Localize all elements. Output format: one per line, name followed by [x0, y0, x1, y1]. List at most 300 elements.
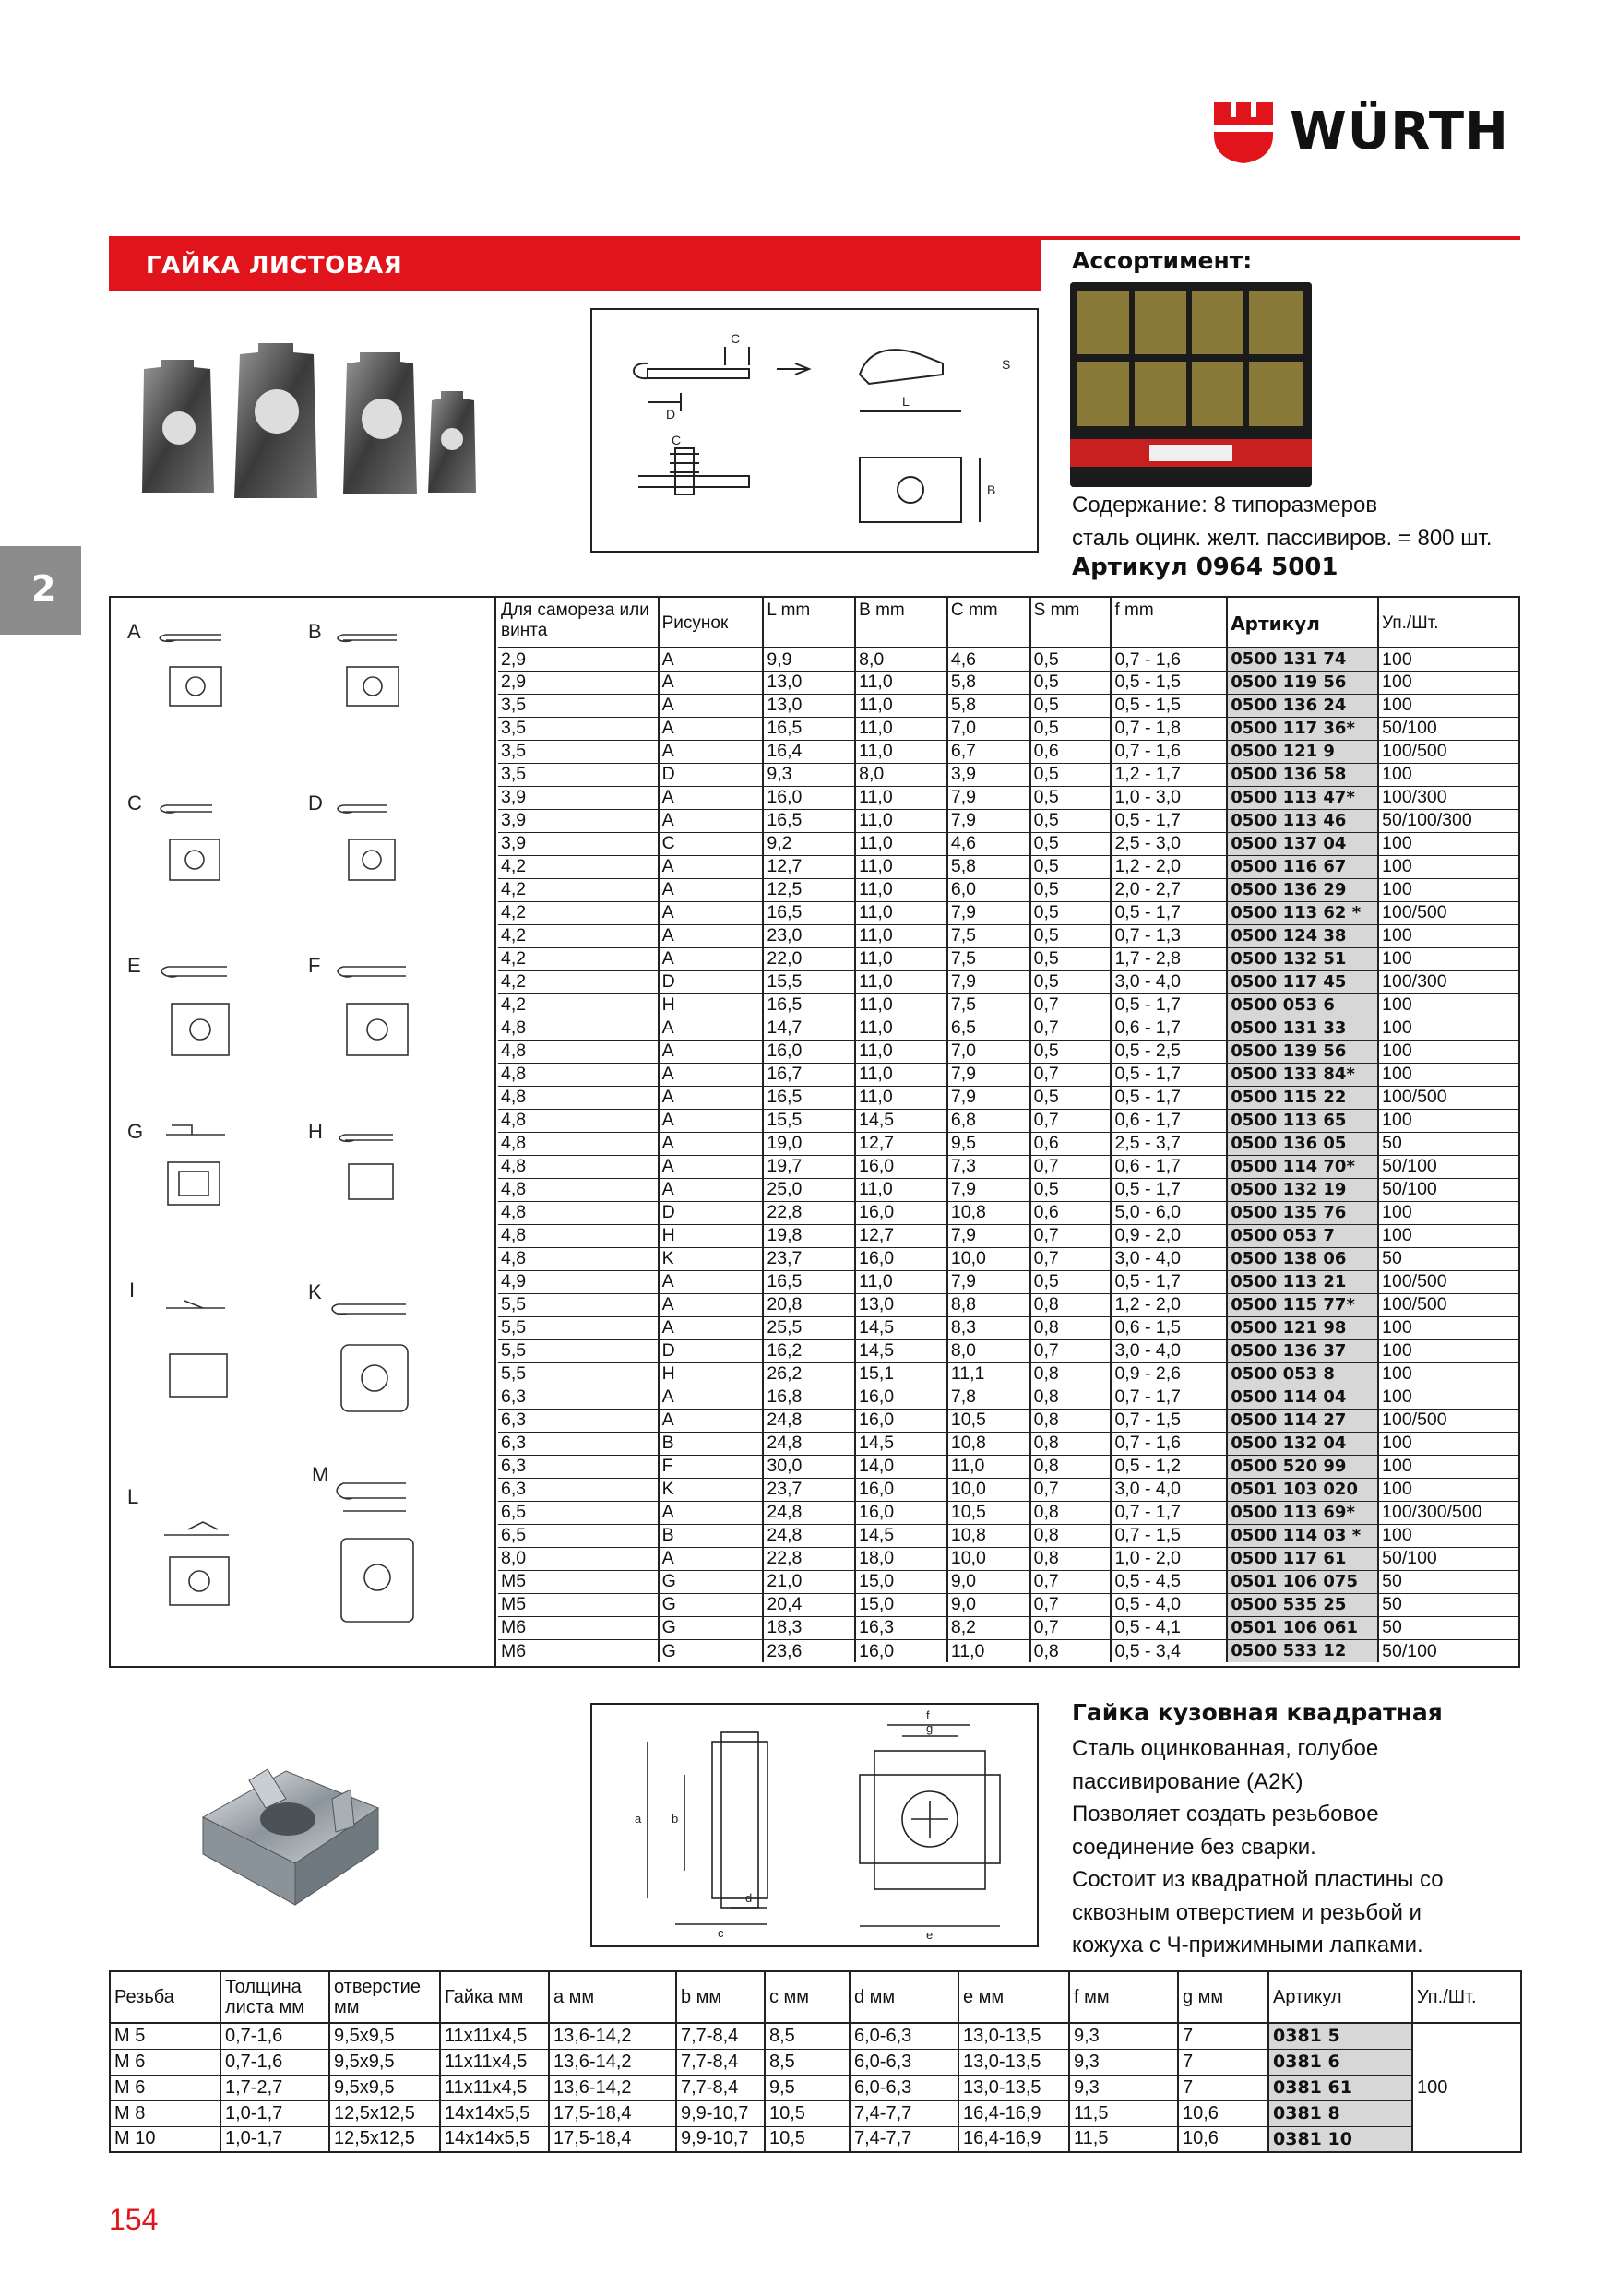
sheet-nut-photo	[138, 336, 558, 553]
cell-b: 11,0	[855, 671, 947, 694]
cell-figure: A	[659, 1501, 764, 1524]
cell-c: 7,9	[947, 1086, 1030, 1109]
cell-l: 16,0	[763, 786, 855, 809]
cell-article: 0500 113 46	[1227, 809, 1378, 832]
table-row	[498, 648, 1518, 671]
table-row	[110, 2126, 1521, 2152]
cell-pack: 100	[1412, 2023, 1521, 2152]
cell-l: 13,0	[763, 694, 855, 717]
diagram-label-c: c	[718, 1926, 724, 1940]
cell-figure: D	[659, 763, 764, 786]
cell-pack: 50	[1378, 1247, 1518, 1270]
table-cell: 13,6-14,2	[549, 2049, 676, 2075]
cell-article: 0500 053 6	[1227, 993, 1378, 1017]
cell-b: 11,0	[855, 855, 947, 878]
cell-l: 30,0	[763, 1455, 855, 1478]
cell-article: 0500 136 05	[1227, 1132, 1378, 1155]
cell-screw: 4,8	[498, 1178, 659, 1201]
cell-l: 16,4	[763, 740, 855, 763]
cell-figure: K	[659, 1478, 764, 1501]
cell-c: 7,9	[947, 970, 1030, 993]
cell-article: 0500 114 04	[1227, 1386, 1378, 1409]
cell-pack: 50/100	[1378, 1178, 1518, 1201]
diagram-label-g: g	[926, 1721, 934, 1735]
cell-f: 3,0 - 4,0	[1111, 1478, 1227, 1501]
cell-f: 0,6 - 1,7	[1111, 1155, 1227, 1178]
cell-b: 11,0	[855, 832, 947, 855]
cell-c: 7,0	[947, 717, 1030, 740]
cell-pack: 50/100	[1378, 717, 1518, 740]
cell-pack: 100/500	[1378, 901, 1518, 924]
cell-b: 11,0	[855, 924, 947, 947]
cell-l: 9,3	[763, 763, 855, 786]
table-cell: 10,6	[1178, 2100, 1268, 2126]
cell-c: 11,0	[947, 1455, 1030, 1478]
diagram-label-f: f	[926, 1708, 930, 1722]
cell-c: 10,8	[947, 1432, 1030, 1455]
description-line: сквозным отверстием и резьбой и	[1072, 1899, 1422, 1925]
table-cell: 7,7-8,4	[676, 2049, 765, 2075]
cell-pack: 100/500	[1378, 1270, 1518, 1293]
cell-c: 9,0	[947, 1570, 1030, 1593]
cell-l: 26,2	[763, 1362, 855, 1386]
wurth-logo	[1210, 98, 1524, 166]
cell-pack: 100	[1378, 648, 1518, 671]
cell-l: 15,5	[763, 1109, 855, 1132]
cell-figure: G	[659, 1616, 764, 1639]
table-cell: 1,0-1,7	[220, 2126, 329, 2152]
cell-c: 6,8	[947, 1109, 1030, 1132]
table-cell: 7,7-8,4	[676, 2023, 765, 2049]
table-cell: 9,3	[1069, 2049, 1178, 2075]
cell-article: 0500 136 24	[1227, 694, 1378, 717]
table-cell: 7,4-7,7	[850, 2126, 958, 2152]
table-cell: 7,4-7,7	[850, 2100, 958, 2126]
header-cell: Резьба	[110, 1971, 220, 2023]
cell-b: 11,0	[855, 694, 947, 717]
table-cell: 6,0-6,3	[850, 2023, 958, 2049]
cell-l: 15,5	[763, 970, 855, 993]
cell-article: 0500 136 37	[1227, 1339, 1378, 1362]
cell-screw: 6,3	[498, 1432, 659, 1455]
cell-b: 11,0	[855, 1040, 947, 1063]
table-row	[498, 1247, 1518, 1270]
header-figure: Рисунок	[659, 598, 764, 648]
table-row	[498, 1201, 1518, 1224]
diagram-label-b: b	[672, 1812, 679, 1826]
cell-pack: 100	[1378, 1017, 1518, 1040]
cell-article: 0500 113 65	[1227, 1109, 1378, 1132]
cell-l: 22,8	[763, 1547, 855, 1570]
cell-screw: 3,5	[498, 717, 659, 740]
cell-l: 24,8	[763, 1432, 855, 1455]
cell-figure: A	[659, 671, 764, 694]
cell-l: 16,0	[763, 1040, 855, 1063]
cell-b: 16,0	[855, 1247, 947, 1270]
cell-article: 0500 053 7	[1227, 1224, 1378, 1247]
cell-l: 19,7	[763, 1155, 855, 1178]
cell-article: 0500 136 58	[1227, 763, 1378, 786]
svg-text:L: L	[902, 394, 910, 409]
cell-figure: A	[659, 1155, 764, 1178]
cell-screw: 3,5	[498, 694, 659, 717]
cage-nut-spec-table	[109, 1970, 1522, 2153]
description-line: соединение без сварки.	[1072, 1834, 1316, 1860]
cell-b: 16,0	[855, 1386, 947, 1409]
cell-screw: 5,5	[498, 1339, 659, 1362]
cell-s: 0,5	[1030, 924, 1112, 947]
cell-article: 0500 117 45	[1227, 970, 1378, 993]
cell-figure: A	[659, 1040, 764, 1063]
cell-screw: 6,5	[498, 1524, 659, 1547]
table-cell: 17,5-18,4	[549, 2126, 676, 2152]
cell-figure: G	[659, 1639, 764, 1662]
cell-pack: 50/100	[1378, 1155, 1518, 1178]
table-cell: 11x11x4,5	[440, 2049, 549, 2075]
cell-s: 0,5	[1030, 901, 1112, 924]
cell-article: 0500 131 74	[1227, 648, 1378, 671]
cell-s: 0,8	[1030, 1455, 1112, 1478]
section-divider	[1041, 236, 1520, 240]
table-row	[498, 855, 1518, 878]
cell-c: 7,3	[947, 1155, 1030, 1178]
cell-l: 23,7	[763, 1478, 855, 1501]
cell-s: 0,5	[1030, 786, 1112, 809]
assortment-content: Содержание: 8 типоразмеров	[1072, 493, 1378, 517]
cell-f: 0,7 - 1,5	[1111, 1409, 1227, 1432]
cell-article: 0500 138 06	[1227, 1247, 1378, 1270]
cell-s: 0,5	[1030, 855, 1112, 878]
cell-c: 10,0	[947, 1478, 1030, 1501]
cell-s: 0,6	[1030, 740, 1112, 763]
cell-f: 0,5 - 1,7	[1111, 809, 1227, 832]
cell-l: 9,9	[763, 648, 855, 671]
cell-c: 7,5	[947, 924, 1030, 947]
cell-f: 5,0 - 6,0	[1111, 1201, 1227, 1224]
table-row	[498, 1616, 1518, 1639]
table-cell: 13,0-13,5	[958, 2075, 1069, 2100]
cell-screw: 4,2	[498, 947, 659, 970]
cell-c: 5,8	[947, 694, 1030, 717]
cell-b: 11,0	[855, 993, 947, 1017]
table-cell: 13,0-13,5	[958, 2023, 1069, 2049]
cell-f: 0,6 - 1,5	[1111, 1316, 1227, 1339]
cell-pack: 100	[1378, 1362, 1518, 1386]
cell-pack: 100	[1378, 763, 1518, 786]
cell-l: 20,8	[763, 1293, 855, 1316]
table-cell: 9,3	[1069, 2075, 1178, 2100]
svg-text:C: C	[731, 331, 741, 346]
cell-article: 0501 106 075	[1227, 1570, 1378, 1593]
figure-label-c: C	[127, 791, 142, 815]
table-cell: 9,5x9,5	[329, 2023, 440, 2049]
cell-figure: B	[659, 1432, 764, 1455]
table-body	[498, 648, 1518, 1662]
cell-article: 0500 136 29	[1227, 878, 1378, 901]
cell-figure: A	[659, 1086, 764, 1109]
cell-l: 24,8	[763, 1409, 855, 1432]
cell-f: 0,7 - 1,6	[1111, 1432, 1227, 1455]
cell-screw: 4,2	[498, 878, 659, 901]
cell-l: 22,0	[763, 947, 855, 970]
table-row	[498, 717, 1518, 740]
cell-screw: M6	[501, 1640, 527, 1661]
cell-c: 7,9	[947, 1270, 1030, 1293]
cell-figure: B	[659, 1524, 764, 1547]
cell-figure: G	[659, 1593, 764, 1616]
cell-c: 10,0	[947, 1247, 1030, 1270]
cell-s: 0,8	[1030, 1316, 1112, 1339]
cell-s: 0,6	[1030, 1132, 1112, 1155]
cell-l: 23,6	[763, 1639, 855, 1662]
table-row	[498, 786, 1518, 809]
table-cell: М 5	[110, 2023, 220, 2049]
cell-s: 0,5	[1030, 1178, 1112, 1201]
header-cell: f мм	[1069, 1971, 1178, 2023]
cell-f: 0,7 - 1,6	[1111, 648, 1227, 671]
cell-f: 0,7 - 1,8	[1111, 717, 1227, 740]
cell-pack: 100	[1378, 1455, 1518, 1478]
cell-c: 3,9	[947, 763, 1030, 786]
cell-b: 11,0	[855, 1017, 947, 1040]
table-row	[498, 1524, 1518, 1547]
table-cell: 12,5x12,5	[329, 2100, 440, 2126]
table-row	[110, 2049, 1521, 2075]
figure-column	[111, 598, 496, 1666]
table-row	[498, 1478, 1518, 1501]
table-row	[498, 901, 1518, 924]
description-line: кожуха с Ч-прижимными лапками.	[1072, 1933, 1423, 1957]
cell-b: 11,0	[855, 1063, 947, 1086]
cell-figure: H	[659, 1224, 764, 1247]
cell-f: 0,7 - 1,7	[1111, 1501, 1227, 1524]
cell-article: 0501 103 020	[1227, 1478, 1378, 1501]
table-row	[498, 1547, 1518, 1570]
chapter-number: 2	[31, 568, 56, 609]
cell-s: 0,8	[1030, 1362, 1112, 1386]
cell-screw: 2,9	[498, 671, 659, 694]
cell-c: 7,9	[947, 786, 1030, 809]
table-cell: 13,6-14,2	[549, 2023, 676, 2049]
cell-s: 0,7	[1030, 1593, 1112, 1616]
table-row	[110, 2023, 1521, 2049]
cell-article: 0500 121 98	[1227, 1316, 1378, 1339]
dimension-diagram	[590, 308, 1039, 553]
section-header-bar	[109, 236, 1041, 291]
table-cell: 11x11x4,5	[440, 2023, 549, 2049]
cell-figure: A	[659, 1293, 764, 1316]
table-cell: 10,5	[765, 2126, 850, 2152]
cell-l: 20,4	[763, 1593, 855, 1616]
cell-f: 0,7 - 1,5	[1111, 1524, 1227, 1547]
cell-s: 0,5	[1030, 671, 1112, 694]
cell-b: 11,0	[855, 786, 947, 809]
cell-s: 0,5	[1030, 648, 1112, 671]
cell-screw: 3,9	[498, 809, 659, 832]
cell-article: 0500 535 25	[1227, 1593, 1378, 1616]
cell-f: 0,5 - 1,5	[1111, 694, 1227, 717]
cell-article: 0500 053 8	[1227, 1362, 1378, 1386]
cell-screw: 5,5	[498, 1362, 659, 1386]
table-row	[498, 1501, 1518, 1524]
cell-f: 0,5 - 4,0	[1111, 1593, 1227, 1616]
cell-c: 7,9	[947, 1063, 1030, 1086]
figure-label-b: B	[308, 620, 322, 643]
cell-article: 0500 132 19	[1227, 1178, 1378, 1201]
cell-figure: C	[659, 832, 764, 855]
table-row	[498, 1593, 1518, 1616]
cell-s: 0,5	[1030, 878, 1112, 901]
cell-screw: 3,5	[498, 763, 659, 786]
cell-b: 16,0	[855, 1501, 947, 1524]
cell-article: 0500 119 56	[1227, 671, 1378, 694]
cell-s: 0,5	[1030, 1086, 1112, 1109]
cell-c: 8,8	[947, 1293, 1030, 1316]
cell-figure: G	[659, 1570, 764, 1593]
cell-f: 0,9 - 2,6	[1111, 1362, 1227, 1386]
cell-pack: 100	[1378, 878, 1518, 901]
header-cell: Толщина листа мм	[220, 1971, 329, 2023]
cell-pack: 100	[1378, 1109, 1518, 1132]
cell-screw: 6,3	[498, 1478, 659, 1501]
sheet-nut-table-block	[109, 596, 1520, 1668]
cell-figure: A	[659, 717, 764, 740]
cell-screw: M5	[498, 1593, 659, 1616]
table-row	[498, 924, 1518, 947]
cell-c: 6,5	[947, 1017, 1030, 1040]
diagram-label-d: d	[745, 1891, 753, 1905]
cell-article: 0500 116 67	[1227, 855, 1378, 878]
cell-article: 0500 132 04	[1227, 1432, 1378, 1455]
table-row	[498, 832, 1518, 855]
cell-b: 11,0	[855, 901, 947, 924]
cell-c: 7,8	[947, 1386, 1030, 1409]
cell-pack: 100/500	[1378, 1293, 1518, 1316]
cell-figure: A	[659, 901, 764, 924]
figure-label-l: L	[127, 1485, 139, 1508]
table-cell: М 8	[110, 2100, 220, 2126]
cell-pack: 100	[1378, 1316, 1518, 1339]
cell-screw: 4,8	[498, 1063, 659, 1086]
cell-figure: D	[659, 970, 764, 993]
cell-figure: A	[659, 1547, 764, 1570]
table-cell: 8,5	[765, 2023, 850, 2049]
table-cell: М 6	[110, 2075, 220, 2100]
cell-pack: 100	[1378, 924, 1518, 947]
cell-screw: 5,5	[498, 1293, 659, 1316]
cell-c: 10,5	[947, 1409, 1030, 1432]
cell-figure: A	[659, 878, 764, 901]
cage-nut-photo	[148, 1716, 424, 1928]
table-cell: 11,5	[1069, 2100, 1178, 2126]
cell-f: 0,7 - 1,6	[1111, 740, 1227, 763]
cell-screw: 4,2	[498, 901, 659, 924]
cell-pack: 50/100/300	[1378, 809, 1518, 832]
cell-s: 0,8	[1030, 1524, 1112, 1547]
cell-c: 7,5	[947, 993, 1030, 1017]
cell-l: 16,5	[763, 809, 855, 832]
header-cell: отверстие мм	[329, 1971, 440, 2023]
table-cell: 13,6-14,2	[549, 2075, 676, 2100]
figure-label-f: F	[308, 954, 321, 977]
table-cell: 7	[1178, 2023, 1268, 2049]
cell-figure: A	[659, 809, 764, 832]
cell-b: 16,0	[855, 1155, 947, 1178]
svg-text:C: C	[672, 433, 682, 447]
cell-l: 19,0	[763, 1132, 855, 1155]
header-cell: Уп./Шт.	[1412, 1971, 1521, 2023]
cell-screw: 5,5	[498, 1316, 659, 1339]
cell-l: 23,0	[763, 924, 855, 947]
cell-figure: H	[659, 993, 764, 1017]
cell-f: 0,6 - 1,7	[1111, 1109, 1227, 1132]
brand-name: WÜRTH	[1290, 101, 1509, 161]
cage-nut-dimension-drawing	[592, 1705, 1037, 1945]
cell-b: 15,0	[855, 1593, 947, 1616]
table-row	[498, 763, 1518, 786]
cell-article: 0500 131 33	[1227, 1017, 1378, 1040]
header-cell: a мм	[549, 1971, 676, 2023]
cell-l: 13,0	[763, 671, 855, 694]
cell-b: 16,0	[855, 1639, 947, 1662]
cell-screw: 4,9	[498, 1270, 659, 1293]
cell-s: 0,8	[1030, 1547, 1112, 1570]
cell-c: 10,5	[947, 1501, 1030, 1524]
cell-screw: 4,8	[498, 1155, 659, 1178]
cell-screw: 2,9	[498, 648, 659, 671]
cell-b: 8,0	[855, 763, 947, 786]
cell-b: 11,0	[855, 947, 947, 970]
cell-article: 0500 135 76	[1227, 1201, 1378, 1224]
cell-pack: 100	[1378, 1201, 1518, 1224]
header-s: S mm	[1030, 598, 1112, 648]
figure-label-k: K	[308, 1280, 322, 1303]
cell-c: 7,9	[947, 1224, 1030, 1247]
cell-article: 0500 113 47*	[1227, 786, 1378, 809]
cell-b: 14,5	[855, 1524, 947, 1547]
cell-pack: 100	[1378, 1478, 1518, 1501]
cell-c: 4,6	[947, 648, 1030, 671]
assortment-title: Ассортимент:	[1072, 247, 1253, 274]
cell-f: 0,5 - 4,5	[1111, 1570, 1227, 1593]
cell-pack: 100	[1378, 1432, 1518, 1455]
cell-l: 12,7	[763, 855, 855, 878]
cell-pack: 100/300	[1378, 970, 1518, 993]
cell-c: 6,0	[947, 878, 1030, 901]
cell-s: 0,8	[1030, 1293, 1112, 1316]
sheet-nut-spec-table	[498, 598, 1518, 1662]
cell-b: 18,0	[855, 1547, 947, 1570]
cell-figure: A	[659, 855, 764, 878]
cell-pack: 100	[1378, 1386, 1518, 1409]
table-header-row	[498, 598, 1518, 648]
cell-screw: 4,2	[498, 970, 659, 993]
cell-f: 0,5 - 1,7	[1111, 1178, 1227, 1201]
cell-f: 1,7 - 2,8	[1111, 947, 1227, 970]
cell-c: 11,1	[947, 1362, 1030, 1386]
description-line: Позволяет создать резьбовое	[1072, 1802, 1379, 1826]
cell-figure: A	[659, 1316, 764, 1339]
cell-article: 0500 114 03 *	[1227, 1524, 1378, 1547]
cell-screw: 4,8	[498, 1247, 659, 1270]
cell-f: 2,5 - 3,0	[1111, 832, 1227, 855]
table-row	[498, 1270, 1518, 1293]
table-row	[498, 1178, 1518, 1201]
header-pack: Уп./Шт.	[1378, 598, 1518, 648]
table-cell: 0381 10	[1268, 2126, 1412, 2152]
cell-article: 0500 113 21	[1227, 1270, 1378, 1293]
cell-pack: 100	[1378, 1224, 1518, 1247]
